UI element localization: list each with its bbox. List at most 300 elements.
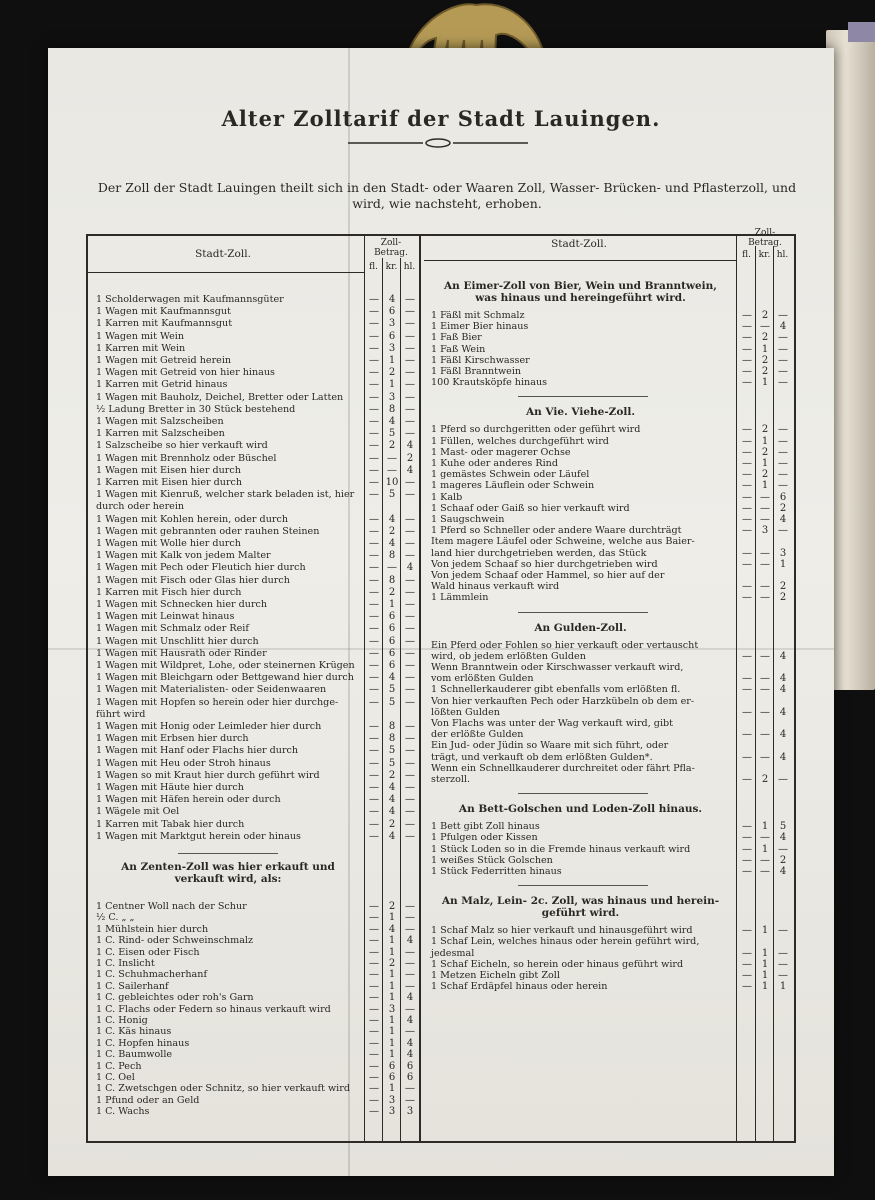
tariff-row-label: ½ Ladung Bretter in 30 Stück bestehend [96,403,296,415]
tariff-row-label: Ein Jud- oder Jüdin so Waare mit sich führt, oder [431,740,669,752]
tariff-row-label: 1 Wagen mit Häute hier durch [96,782,244,793]
tariff-row-label: land hier durchgetrieben werden, das Stück [431,547,647,559]
tariff-hl-value [775,662,791,674]
tariff-hl-value: — [405,294,415,305]
tariff-kr-value: 1 [761,958,769,970]
tariff-fl-value: — [369,367,379,379]
tariff-kr-value: 1 [388,980,396,992]
tariff-kr-value: 2 [761,469,769,481]
tariff-row-label: 1 C. Schuhmacherhanf [96,969,207,981]
tariff-row-label: 1 Schaaf oder Gaiß so hier verkauft wird [431,502,630,514]
tariff-kr-value [757,763,773,775]
tariff-fl-value: — [369,342,379,354]
tariff-fl-value: — [742,446,752,458]
tariff-fl-value: — [369,1049,379,1061]
tariff-kr-value: 1 [761,970,769,981]
tariff-kr-value: 10 [385,477,399,488]
tariff-kr-value: — [760,854,770,866]
tariff-hl-value [775,936,791,948]
tariff-row-label: 1 C. Rind- oder Schweinschmalz [96,935,254,947]
tariff-kr-value [757,696,773,708]
tariff-fl-value: — [742,958,752,970]
tariff-row-label: 1 C. gebleichtes oder roh's Garn [96,992,254,1004]
tariff-row-label: wird, ob jedem erlößten Gulden [431,650,586,662]
tariff-hl-value: 4 [406,562,414,574]
tariff-hl-value: — [778,925,788,937]
tariff-row-label: 1 Schaf Malz so hier verkauft und hinausgeführt wird [431,925,693,937]
tariff-fl-value: — [742,514,752,525]
tariff-kr-value: — [760,502,770,514]
tariff-hl-value: — [405,757,415,769]
tariff-kr-value: 4 [388,416,396,427]
tariff-hl-value: — [778,366,788,377]
tariff-hl-value [775,570,791,582]
tariff-fl-value: — [369,672,379,684]
tariff-hl-value: — [405,538,415,549]
tariff-row-label: 1 Wagen mit Häfen herein oder durch [96,794,281,806]
tariff-kr-value: 1 [761,458,769,469]
right-section-title: An Gulden-Zoll. [534,621,627,634]
tariff-row-label: vom erlößten Gulden [431,673,534,685]
tariff-fl-value: — [369,403,379,415]
tariff-fl-value: — [369,379,379,391]
tariff-kr-value: 8 [388,403,396,415]
tariff-kr-value: 2 [761,354,769,366]
tariff-row-label: Von Flachs was unter der Wag verkauft wird, gibt [431,718,674,729]
left-kr-header: kr. [385,262,398,272]
tariff-row-label: 1 Saugschwein [431,514,505,525]
tariff-hl-value: — [405,721,415,732]
tariff-hl-value: 4 [779,751,787,763]
tariff-hl-value: — [405,912,415,924]
tariff-row-label: der erlößte Gulden [431,729,524,741]
tariff-kr-value: 5 [388,696,396,708]
tariff-row-label: 1 Lämmlein [431,592,489,604]
tariff-kr-value: 6 [388,306,396,318]
tariff-row-label: 1 Karren mit Fisch hier durch [96,586,242,598]
tariff-kr-value: — [760,729,770,741]
tariff-hl-value: — [778,970,788,981]
tariff-kr-value: — [760,547,770,559]
tariff-kr-value: 1 [388,599,396,610]
tariff-row-label: 1 weißes Stück Golschen [431,854,553,866]
tariff-row-label: 1 C. Oel [96,1072,135,1083]
tariff-row-label: Wenn Branntwein oder Kirschwasser verkauft wird, [431,662,684,673]
col-sep [400,258,401,1141]
tariff-hl-value: 4 [779,866,787,877]
tariff-hl-value [775,536,791,548]
tariff-kr-value: — [760,650,770,662]
tariff-row-label: 1 Wagen mit Fisch oder Glas hier durch [96,574,290,586]
tariff-fl-value: — [369,318,379,330]
tariff-kr-value: 4 [388,830,396,842]
tariff-hl-value: — [405,306,415,318]
tariff-fl-value: — [369,1037,379,1049]
tariff-kr-value: — [760,581,770,593]
tariff-fl-value [739,570,755,582]
left-amount-header: Zoll-Betrag. [374,238,408,258]
tariff-row-label: 1 Kuhe oder anderes Rind [431,458,558,469]
tariff-kr-value: 8 [388,550,396,562]
tariff-fl-value: — [369,745,379,757]
tariff-fl-value: — [369,733,379,745]
col-sep [755,246,756,1141]
tariff-fl-value: — [742,310,752,321]
right-fl-header: fl. [742,250,751,260]
tariff-row-label: 1 Karren mit Tabak hier durch [96,818,245,830]
tariff-hl-value: — [778,469,788,481]
col-sep [773,246,774,1141]
tariff-fl-value [366,709,382,721]
tariff-hl-value: 2 [406,452,414,464]
tariff-hl-value: — [405,745,415,757]
tariff-hl-value [775,696,791,708]
tariff-kr-value: 3 [388,1003,396,1015]
tariff-hl-value: 1 [779,558,787,570]
tariff-hl-value: — [405,969,415,981]
tariff-kr-value [757,740,773,752]
tariff-hl-value: — [405,489,415,501]
tariff-row-label: 1 Wagen mit Getreid herein [96,355,232,366]
tariff-row-label: 1 Pferd so durchgeritten oder geführt wird [431,424,641,436]
tariff-hl-value: 4 [779,706,787,718]
tariff-fl-value: — [742,981,752,993]
tariff-fl-value: — [369,330,379,342]
tariff-kr-value: 1 [761,981,769,993]
tariff-hl-value: 4 [779,684,787,696]
tariff-row-label: 1 Stück Loden so in die Fremde hinaus verkauft wird [431,843,691,855]
tariff-kr-value: 2 [761,332,769,344]
tariff-kr-value: 4 [388,672,396,684]
tariff-fl-value: — [742,491,752,503]
tariff-row-label: 1 C. Hopfen hinaus [96,1037,190,1049]
tariff-hl-value: — [778,774,788,785]
tariff-hl-value: — [778,458,788,469]
col-sep [419,236,421,1141]
tariff-kr-value: 6 [388,623,396,635]
tariff-row-label: 1 Karren mit Wein [96,342,186,354]
left-section-title: An Zenten-Zoll was hier erkauft und verkauft wird, als: [121,861,335,885]
col-sep [736,236,737,1141]
tariff-hl-value: — [405,586,415,598]
tariff-row-label: 1 Salzscheibe so hier verkauft wird [96,440,268,452]
tariff-kr-value: 1 [761,480,769,492]
tariff-kr-value: 6 [388,647,396,659]
tariff-hl-value: 4 [406,1037,414,1049]
tariff-kr-value: — [760,673,770,685]
tariff-hl-value: 4 [779,650,787,662]
tariff-kr-value: 1 [761,947,769,959]
tariff-row-label: 1 Wagen mit gebrannten oder rauhen Steinen [96,525,320,537]
tariff-kr-value: 8 [388,733,396,745]
tariff-fl-value: — [742,729,752,741]
tariff-kr-value: 1 [388,946,396,958]
tariff-fl-value: — [369,830,379,842]
tariff-row-label: 1 Centner Woll nach der Schur [96,901,247,912]
tariff-kr-value: 2 [761,310,769,321]
tariff-kr-value: 1 [761,343,769,355]
tariff-fl-value: — [742,469,752,481]
tariff-fl-value: — [369,294,379,305]
tariff-hl-value: — [778,480,788,492]
tariff-kr-value: 3 [388,1106,396,1118]
tariff-fl-value: — [369,969,379,981]
tariff-hl-value: 4 [406,992,414,1004]
tariff-hl-value: 6 [406,1072,414,1083]
tariff-hl-value: — [405,318,415,330]
tariff-kr-value: 4 [388,294,396,305]
tariff-fl-value: — [369,586,379,598]
tariff-row-label: 1 C. Flachs oder Federn so hinaus verkauft wird [96,1003,331,1015]
tariff-hl-value: — [405,355,415,366]
tariff-fl-value [739,740,755,752]
right-column-header: Stadt-Zoll. [551,238,607,250]
tariff-row-label: 1 Wagen mit Wolle hier durch [96,538,241,549]
tariff-hl-value: — [405,1083,415,1095]
document-sheet [48,48,834,1176]
tariff-fl-value: — [369,355,379,366]
tariff-hl-value: — [778,446,788,458]
tariff-hl-value: 2 [779,854,787,866]
tariff-kr-value: — [760,684,770,696]
tariff-fl-value: — [742,866,752,877]
tariff-hl-value: 2 [779,581,787,593]
tariff-hl-value: 5 [779,821,787,833]
tariff-kr-value: 6 [388,1060,396,1072]
tariff-kr-value [384,501,400,513]
tariff-fl-value: — [369,696,379,708]
tariff-row-label: 100 Krautsköpfe hinaus [431,377,548,389]
tariff-hl-value: — [405,477,415,488]
tariff-fl-value: — [369,1003,379,1015]
tariff-fl-value: — [742,821,752,833]
tariff-fl-value: — [369,660,379,671]
tariff-row-label: 1 Faß Bier [431,332,482,344]
tariff-row-label: 1 Faß Wein [431,343,486,355]
tariff-kr-value: — [760,514,770,525]
tariff-fl-value: — [369,958,379,969]
tariff-fl-value: — [369,794,379,806]
tariff-fl-value: — [369,562,379,574]
tariff-hl-value: — [778,354,788,366]
tariff-kr-value: — [760,592,770,604]
tariff-row-label: 1 Wagen mit Brennholz oder Büschel [96,452,277,464]
tariff-fl-value: — [369,1015,379,1026]
tariff-row-label: Item magere Läufel oder Schweine, welche aus Baier- [431,536,695,548]
tariff-hl-value: — [778,332,788,344]
tariff-hl-value: — [405,599,415,610]
tariff-fl-value: — [369,635,379,647]
tariff-kr-value: 1 [388,379,396,391]
left-hl-header: hl. [403,262,416,272]
tariff-fl-value: — [742,343,752,355]
tariff-row-label: 1 Schaf Eicheln, so herein oder hinaus geführt wird [431,958,684,970]
col-sep [364,236,365,1141]
tariff-fl-value: — [742,684,752,696]
tariff-row-label: 1 Schaf Erdäpfel hinaus oder herein [431,981,608,993]
tariff-row-label: 1 Wagen mit Kienruß, welcher stark beladen ist, hier [96,489,355,501]
tariff-hl-value: — [405,818,415,830]
tariff-fl-value: — [369,538,379,549]
tariff-fl-value: — [369,946,379,958]
document-title: Alter Zolltarif der Stadt Lauingen. [221,106,661,131]
tariff-fl-value: — [369,721,379,732]
tariff-kr-value: 1 [761,843,769,855]
tariff-kr-value: — [760,491,770,503]
tariff-row-label: Ein Pferd oder Fohlen so hier verkauft oder vertauscht [431,639,699,651]
tariff-fl-value: — [742,854,752,866]
tariff-row-label: 1 Wagen mit Kalk von jedem Malter [96,550,271,562]
tariff-hl-value: — [405,830,415,842]
ornament-divider-icon [338,136,538,150]
right-section-title: An Bett-Golschen und Loden-Zoll hinaus. [458,803,703,816]
tariff-hl-value [775,763,791,775]
tariff-kr-value: 1 [388,1026,396,1038]
right-amount-header: Zoll-Betrag. [748,228,782,248]
tariff-fl-value: — [369,757,379,769]
tariff-hl-value: 3 [779,547,787,559]
tariff-fl-value [739,640,755,652]
tariff-kr-value: — [760,832,770,844]
tariff-row-label: 1 Wagen mit Eisen hier durch [96,464,241,476]
tariff-hl-value [402,709,418,721]
tariff-fl-value: — [369,782,379,793]
tariff-hl-value [775,640,791,652]
tariff-row-label: 1 C. Honig [96,1015,148,1026]
tariff-row-label: 1 Schnellerkauderer gibt ebenfalls vom erlößten fl. [431,684,681,696]
right-kr-header: kr. [758,250,771,260]
tariff-fl-value: — [369,464,379,476]
right-section-title: An Vie. Viehe-Zoll. [526,406,635,419]
tariff-hl-value: — [405,379,415,391]
tariff-row-label: 1 Metzen Eicheln gibt Zoll [431,970,560,981]
tariff-hl-value: — [405,958,415,969]
tariff-fl-value: — [369,1026,379,1038]
tariff-row-label: 1 Wagen mit Unschlitt hier durch [96,635,259,647]
tariff-fl-value: — [369,992,379,1004]
tariff-row-label: 1 Mast- oder magerer Ochse [431,446,571,458]
tariff-row-label: 1 Wagen so mit Kraut hier durch geführt wird [96,769,320,781]
tariff-kr-value: 2 [761,446,769,458]
book-spine-tag [848,22,875,42]
tariff-hl-value: 4 [406,464,414,476]
tariff-kr-value: 6 [388,611,396,623]
tariff-fl-value: — [742,843,752,855]
tariff-kr-value: 1 [761,925,769,937]
tariff-fl-value: — [742,525,752,537]
tariff-hl-value: — [405,403,415,415]
tariff-row-label: Von jedem Schaaf so hier durchgetrieben wird [431,558,658,570]
tariff-kr-value: 4 [388,782,396,793]
tariff-fl-value: — [742,774,752,785]
tariff-row-label: Von hier verkauften Pech oder Harzkübeln ob dem er- [431,695,695,707]
tariff-hl-value: — [405,923,415,935]
tariff-kr-value: 2 [761,774,769,785]
tariff-fl-value: — [742,435,752,447]
tariff-kr-value: 3 [388,391,396,403]
tariff-hl-value: — [405,635,415,647]
tariff-row-label: 1 C. Eisen oder Fisch [96,946,200,958]
right-section-title: An Malz, Lein- 2c. Zoll, was hinaus und herein- geführt wird. [441,895,720,920]
section-rule [518,793,648,794]
tariff-row-label: 1 Karren mit Eisen hier durch [96,477,243,488]
tariff-hl-value: — [405,980,415,992]
tariff-row-label: 1 Wagen mit Marktgut herein oder hinaus [96,830,301,842]
tariff-row-label: 1 C. Käs hinaus [96,1026,172,1038]
tariff-kr-value: 1 [761,435,769,447]
left-fl-header: fl. [369,262,378,272]
tariff-hl-value: — [405,806,415,818]
tariff-row-label: 1 Bett gibt Zoll hinaus [431,821,540,833]
tariff-row-label: 1 C. Sailerhanf [96,980,169,992]
tariff-fl-value: — [742,650,752,662]
tariff-row-label: 1 Wagen mit Hanf oder Flachs hier durch [96,745,299,757]
tariff-kr-value: 2 [388,525,396,537]
tariff-fl-value: — [369,935,379,947]
tariff-kr-value: 2 [388,440,396,452]
tariff-fl-value: — [742,581,752,593]
tariff-kr-value: 1 [388,1037,396,1049]
tariff-kr-value: 1 [388,1083,396,1095]
tariff-hl-value: — [405,1026,415,1038]
tariff-fl-value: — [369,684,379,696]
tariff-fl-value: — [742,424,752,436]
tariff-kr-value: — [760,866,770,877]
tariff-hl-value: — [405,574,415,586]
tariff-row-label: 1 Wagen mit Wildpret, Lohe, oder steinernen Krügen [96,660,355,671]
tariff-row-label: 1 Wagen mit Honig oder Leimleder hier durch [96,721,322,732]
tariff-row-label: 1 Pferd so Schneller oder andere Waare durchträgt [431,525,682,537]
tariff-fl-value: — [369,574,379,586]
tariff-fl-value: — [369,806,379,818]
tariff-hl-value: — [405,342,415,354]
tariff-row-label: 1 Wagen mit Heu oder Stroh hinaus [96,757,271,769]
tariff-hl-value: — [405,1003,415,1015]
tariff-row-label: führt wird [96,708,146,720]
tariff-fl-value: — [742,925,752,937]
tariff-fl-value: — [369,1106,379,1118]
tariff-row-label: 1 Wagen mit Bleichgarn oder Bettgewand hier durch [96,672,354,684]
tariff-row-label: 1 Fäßl mit Schmalz [431,310,525,321]
tariff-hl-value: — [778,947,788,959]
tariff-hl-value: — [778,958,788,970]
tariff-row-label: 1 Pfulgen oder Kissen [431,832,538,844]
tariff-kr-value: 4 [388,806,396,818]
tariff-fl-value: — [369,647,379,659]
tariff-fl-value: — [369,306,379,318]
tariff-kr-value: 1 [388,355,396,366]
header-rule-left [88,272,364,273]
tariff-hl-value: — [405,946,415,958]
tariff-kr-value: 8 [388,721,396,732]
tariff-kr-value: 5 [388,757,396,769]
tariff-kr-value: 3 [388,1094,396,1106]
tariff-row-label: 1 Wagen mit Materialisten- oder Seidenwaaren [96,684,327,696]
tariff-kr-value: 6 [388,1072,396,1083]
tariff-hl-value: 3 [406,1106,414,1118]
tariff-row-label: 1 C. Baumwolle [96,1049,173,1061]
tariff-kr-value: 5 [388,428,396,440]
tariff-fl-value: — [742,332,752,344]
tariff-kr-value: — [760,751,770,763]
section-rule [518,885,648,886]
tariff-fl-value: — [742,673,752,685]
tariff-hl-value: — [405,416,415,427]
tariff-fl-value [739,696,755,708]
tariff-row-label: 1 mageres Läuflein oder Schwein [431,480,595,492]
tariff-row-label: 1 Wagen mit Wein [96,330,185,342]
tariff-row-label: 1 Wagen mit Schmalz oder Reif [96,623,249,635]
